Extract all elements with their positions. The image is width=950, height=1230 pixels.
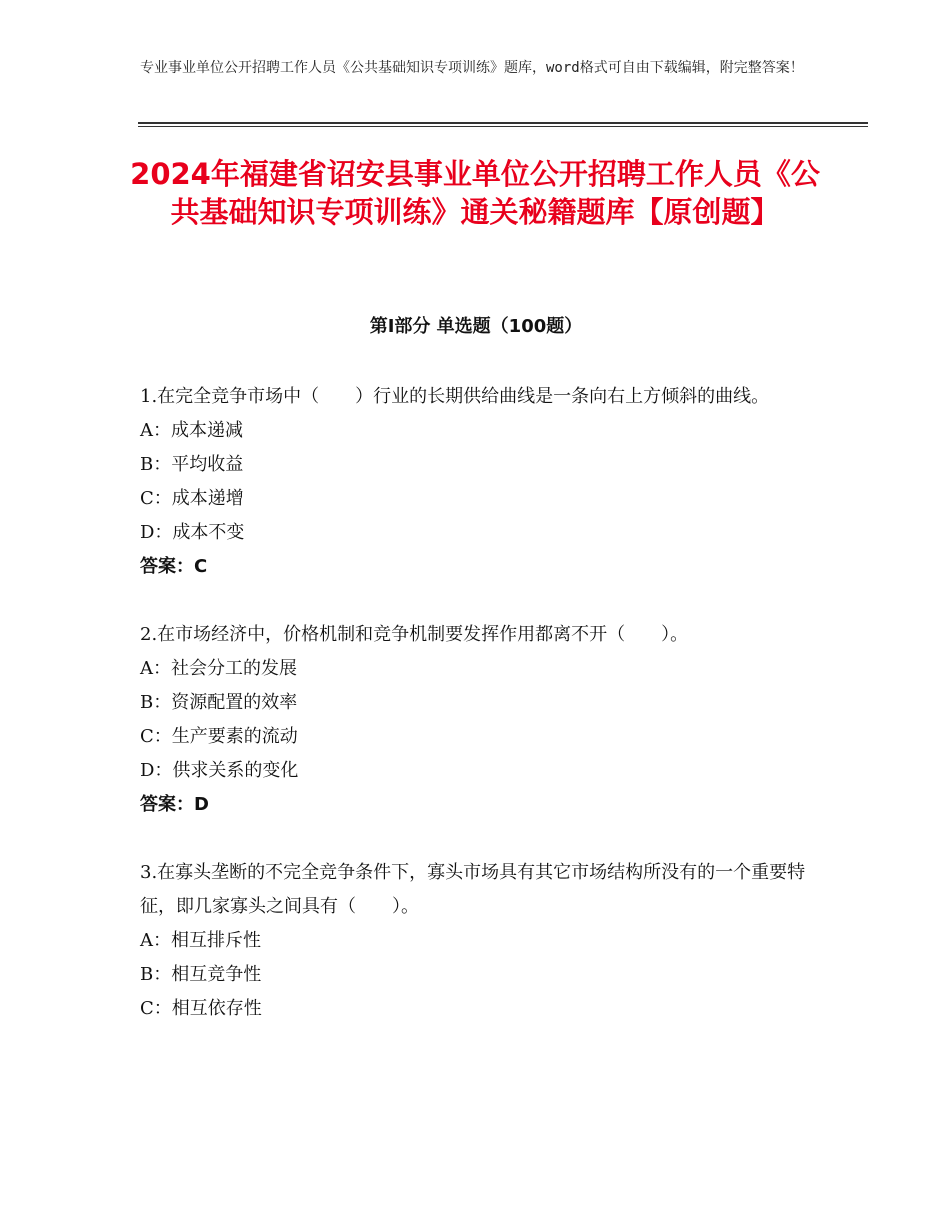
question-list [140,380,812,1060]
header-rule-thin [138,126,868,127]
question-item [140,380,812,584]
question-item [140,618,812,822]
option-c: C：成本递增 [140,488,244,509]
option-d: D：成本不变 [140,522,245,543]
question-stem: 1.在完全竞争市场中（ ）行业的长期供给曲线是一条向右上方倾斜的曲线。 [140,386,770,407]
option-c: C：生产要素的流动 [140,726,298,747]
option-b: B：相互竞争性 [140,964,262,985]
option-c: C：相互依存性 [140,998,262,1019]
document-title: 2024年福建省诏安县事业单位公开招聘工作人员《公共基础知识专项训练》通关秘籍题库【原创题】 [130,157,820,229]
header-rule-thick [138,122,868,124]
answer-label: 答案：C [140,556,208,577]
header-note: 专业事业单位公开招聘工作人员《公共基础知识专项训练》题库，word格式可自由下载编辑，附完整答案！ [140,60,804,76]
question-stem: 2.在市场经济中，价格机制和竞争机制要发挥作用都离不开（ ）。 [140,624,689,645]
answer-label: 答案：D [140,794,209,815]
option-b: B：资源配置的效率 [140,692,298,713]
question-stem: 3.在寡头垄断的不完全竞争条件下，寡头市场具有其它市场结构所没有的一个重要特征，即几家寡头之间具有（ ）。 [140,862,806,917]
option-b: B：平均收益 [140,454,244,475]
question-item [140,856,812,1026]
section-title: 第Ⅰ部分 单选题（100题） [369,316,583,337]
option-a: A：成本递减 [140,420,243,441]
option-d: D：供求关系的变化 [140,760,299,781]
option-a: A：相互排斥性 [140,930,261,951]
option-a: A：社会分工的发展 [140,658,297,679]
